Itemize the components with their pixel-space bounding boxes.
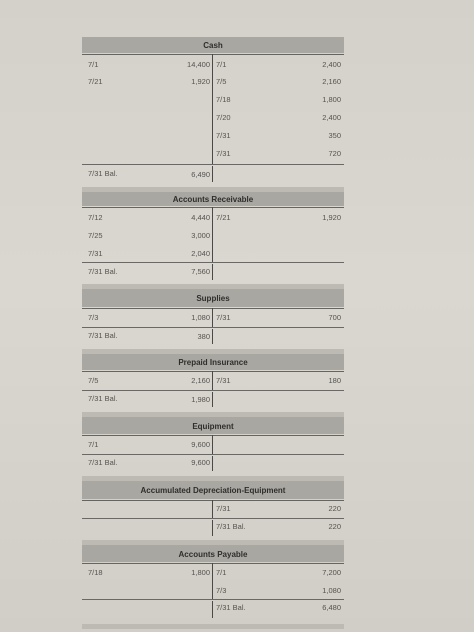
equipment-balance-label: 7/31 Bal. — [88, 458, 118, 467]
cash-credit-date: 7/31 — [216, 149, 231, 158]
supplies-balance-label: 7/31 Bal. — [88, 331, 118, 340]
ap-center-rule — [212, 563, 213, 599]
ar-debit-date: 7/25 — [88, 231, 103, 240]
cash-debit-date: 7/1 — [88, 60, 99, 69]
cash-credit-amount: 720 — [328, 149, 341, 158]
ar-top-rule — [82, 207, 344, 208]
cash-credit-amount: 1,800 — [322, 95, 341, 104]
cash-credit-amount: 350 — [328, 131, 341, 140]
ap-credit-amount: 7,200 — [322, 568, 341, 577]
cash-debit-amount: 1,920 — [191, 77, 210, 86]
ap-top-rule — [82, 563, 344, 564]
ar-debit-amount: 2,040 — [191, 249, 210, 258]
supplies-balance-rule-h — [82, 327, 344, 328]
ap-balance-rule — [212, 601, 213, 618]
ar-balance-rule — [212, 264, 213, 280]
accum-dep-balance-rule-h — [82, 518, 344, 519]
cash-top-rule — [82, 54, 344, 55]
ap-credit-amount: 1,080 — [322, 586, 341, 595]
ar-debit-date: 7/12 — [88, 213, 103, 222]
cash-credit-amount: 2,160 — [322, 77, 341, 86]
ar-credit-date: 7/21 — [216, 213, 231, 222]
divider — [82, 624, 344, 629]
ar-debit-amount: 4,440 — [191, 213, 210, 222]
equipment-debit-date: 7/1 — [88, 440, 99, 449]
equipment-balance-amount: 9,600 — [191, 458, 210, 467]
equipment-balance-rule — [212, 456, 213, 471]
supplies-title: Supplies — [196, 294, 230, 303]
ar-balance-amount: 7,560 — [191, 267, 210, 276]
cash-credit-date: 7/5 — [216, 77, 227, 86]
cash-center-rule — [212, 54, 213, 164]
accum-dep-balance-label: 7/31 Bal. — [216, 522, 246, 531]
ap-debit-date: 7/18 — [88, 568, 103, 577]
cash-credit-amount: 2,400 — [322, 113, 341, 122]
cash-credit-date: 7/18 — [216, 95, 231, 104]
cash-balance-amount: 6,490 — [191, 170, 210, 179]
equipment-center-rule — [212, 435, 213, 454]
ar-center-rule — [212, 207, 213, 262]
supplies-balance-amount: 380 — [197, 332, 210, 341]
ap-balance-amount: 6,480 — [322, 603, 341, 612]
supplies-debit-amount: 1,080 — [191, 313, 210, 322]
prepaid-top-rule — [82, 371, 344, 372]
accum-dep-balance-rule — [212, 520, 213, 536]
cash-balance-label: 7/31 Bal. — [88, 169, 118, 178]
cash-credit-date: 7/31 — [216, 131, 231, 140]
accum-dep-balance-amount: 220 — [328, 522, 341, 531]
accum-dep-credit-amount: 220 — [328, 504, 341, 513]
prepaid-debit-date: 7/5 — [88, 376, 99, 385]
cash-debit-amount: 14,400 — [187, 60, 210, 69]
ar-credit-amount: 1,920 — [322, 213, 341, 222]
accum-dep-credit-date: 7/31 — [216, 504, 231, 513]
cash-credit-date: 7/1 — [216, 60, 227, 69]
accum-dep-center-rule — [212, 500, 213, 518]
ap-credit-date: 7/3 — [216, 586, 227, 595]
equipment-top-rule — [82, 435, 344, 436]
ar-debit-date: 7/31 — [88, 249, 103, 258]
ar-debit-amount: 3,000 — [191, 231, 210, 240]
ap-balance-label: 7/31 Bal. — [216, 603, 246, 612]
prepaid-title: Prepaid Insurance — [178, 358, 248, 367]
equipment-balance-rule-h — [82, 454, 344, 455]
ap-debit-amount: 1,800 — [191, 568, 210, 577]
accum-dep-title: Accumulated Depreciation-Equipment — [140, 486, 286, 495]
cash-balance-rule-h — [82, 164, 344, 165]
cash-balance-rule — [212, 166, 213, 182]
prepaid-debit-amount: 2,160 — [191, 376, 210, 385]
supplies-debit-date: 7/3 — [88, 313, 99, 322]
prepaid-balance-rule — [212, 392, 213, 407]
ap-credit-date: 7/1 — [216, 568, 227, 577]
supplies-balance-rule — [212, 329, 213, 344]
equipment-debit-amount: 9,600 — [191, 440, 210, 449]
supplies-top-rule — [82, 308, 344, 309]
equipment-title: Equipment — [192, 422, 234, 431]
prepaid-center-rule — [212, 371, 213, 390]
prepaid-balance-label: 7/31 Bal. — [88, 394, 118, 403]
cash-debit-date: 7/21 — [88, 77, 103, 86]
ar-title: Accounts Receivable — [172, 195, 254, 204]
accum-dep-top-rule — [82, 500, 344, 501]
prepaid-credit-amount: 180 — [328, 376, 341, 385]
supplies-credit-amount: 700 — [328, 313, 341, 322]
ar-balance-rule-h — [82, 262, 344, 263]
ap-title: Accounts Payable — [178, 550, 248, 559]
ap-balance-rule-h — [82, 599, 344, 600]
supplies-credit-date: 7/31 — [216, 313, 231, 322]
prepaid-balance-amount: 1,980 — [191, 395, 210, 404]
supplies-center-rule — [212, 308, 213, 327]
prepaid-balance-rule-h — [82, 390, 344, 391]
prepaid-credit-date: 7/31 — [216, 376, 231, 385]
cash-credit-date: 7/20 — [216, 113, 231, 122]
cash-title: Cash — [203, 41, 223, 50]
ar-balance-label: 7/31 Bal. — [88, 267, 118, 276]
cash-credit-amount: 2,400 — [322, 60, 341, 69]
